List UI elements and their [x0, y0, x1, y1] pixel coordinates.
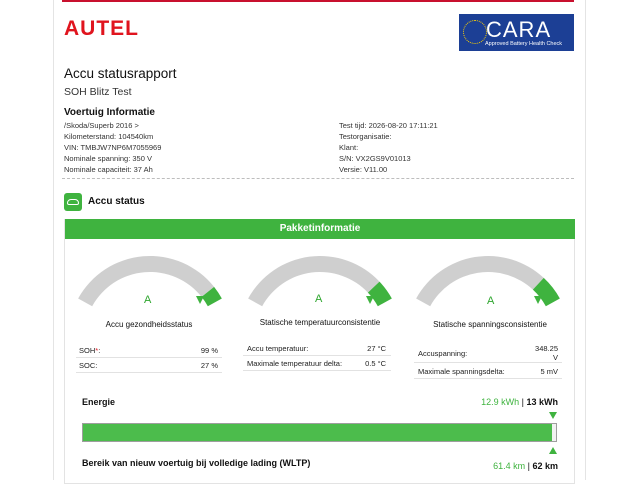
autel-logo: AUTEL: [64, 17, 139, 40]
row-divider: [414, 378, 562, 379]
soh-value: 99 %: [200, 346, 218, 355]
gauge-grade: A: [144, 294, 152, 306]
header-accent-line: [62, 0, 574, 2]
cara-tagline: Approved Battery Health Check: [485, 41, 563, 47]
gauge-track: [248, 256, 379, 306]
battery-voltage-label: Accuspanning:: [418, 349, 468, 358]
nominal-capacity: Nominale capaciteit: 37 Ah: [64, 165, 153, 174]
soc-value: 27 %: [200, 361, 218, 370]
max-voltage-delta-value: 5 mV: [540, 367, 558, 376]
row-divider: [76, 372, 222, 373]
energy-total: 13 kWh: [526, 397, 558, 407]
battery-temperature-label: Accu temperatuur:: [247, 344, 309, 353]
row-divider: [243, 355, 391, 356]
gauge-grade: A: [315, 293, 323, 305]
vin: VIN: TMBJW7NP6M7055969: [64, 143, 162, 152]
row-divider: [243, 370, 391, 371]
gauge-pointer-icon: [366, 296, 374, 304]
energy-marker-icon: [549, 412, 557, 419]
soh-colon: :: [98, 346, 101, 355]
vehicle-info-title: Voertuig Informatie: [64, 107, 155, 118]
required-mark: *: [95, 346, 99, 355]
soh-key: SOH: [79, 346, 96, 355]
cara-name: CARA: [486, 17, 552, 42]
gauge-grade: A: [487, 295, 495, 307]
gauge-label: Statische spanningsconsistentie: [433, 320, 547, 329]
vehicle-info-right: [339, 120, 438, 175]
range-separator: |: [527, 461, 530, 471]
gauge-label: Accu gezondheidsstatus: [105, 320, 193, 329]
energy-current: 12.9 kWh: [481, 397, 520, 407]
max-voltage-delta-label: Maximale spanningsdelta:: [418, 367, 505, 376]
car-icon: [64, 193, 82, 211]
soh-label: [79, 346, 100, 355]
range-label: Bereik van nieuw voertuig bij volledige lading (WLTP): [82, 458, 311, 468]
vehicle-info-left: [64, 120, 161, 175]
mileage: Kilometerstand: 104540km: [64, 132, 154, 141]
max-temperature-delta-label: Maximale temperatuur delta:: [247, 359, 343, 368]
eu-stars-icon: [463, 20, 487, 44]
row-divider: [414, 362, 562, 363]
gauge-label: Statische temperatuurconsistentie: [259, 318, 381, 327]
row-divider: [76, 357, 222, 358]
energy-value: [470, 397, 558, 407]
divider: [62, 178, 574, 179]
battery-voltage-value: 348.25 V: [535, 344, 558, 362]
gauge-voltage: [408, 250, 568, 320]
gauge-temperature: [240, 250, 400, 320]
energy-label: Energie: [82, 397, 116, 407]
customer: Klant:: [339, 143, 359, 152]
vehicle-model: /Skoda/Superb 2016 >: [64, 121, 139, 130]
energy-bar: [82, 423, 557, 442]
test-time: Test tijd: 2026-08-20 17:11:21: [339, 121, 438, 130]
range-marker-icon: [549, 447, 557, 454]
gauge-track: [416, 256, 544, 306]
gauge-pointer-icon: [196, 296, 204, 304]
gauge-soh: [70, 250, 230, 320]
battery-status-title: Accu status: [88, 196, 145, 207]
soc-label: SOC:: [79, 361, 98, 370]
page-border-right: [585, 0, 586, 480]
page-border-left: [53, 0, 54, 480]
report-subtitle: SOH Blitz Test: [64, 86, 132, 98]
version: Versie: V11.00: [339, 165, 388, 174]
range-total: 62 km: [532, 461, 558, 471]
energy-separator: |: [521, 397, 524, 407]
test-organisation: Testorganisatie:: [339, 132, 392, 141]
max-temperature-delta-value: 0.5 °C: [365, 359, 386, 368]
nominal-voltage: Nominale spanning: 350 V: [64, 154, 152, 163]
page-title: Accu statusrapport: [64, 66, 177, 81]
package-info-header: Pakketinformatie: [65, 219, 575, 239]
gauge-pointer-icon: [534, 296, 542, 304]
battery-temperature-value: 27 °C: [367, 344, 386, 353]
range-value: [470, 461, 558, 471]
energy-bar-fill: [83, 424, 552, 441]
cara-badge: [459, 14, 574, 51]
serial-number: S/N: VX2GS9V01013: [339, 154, 411, 163]
range-current: 61.4 km: [493, 461, 526, 471]
